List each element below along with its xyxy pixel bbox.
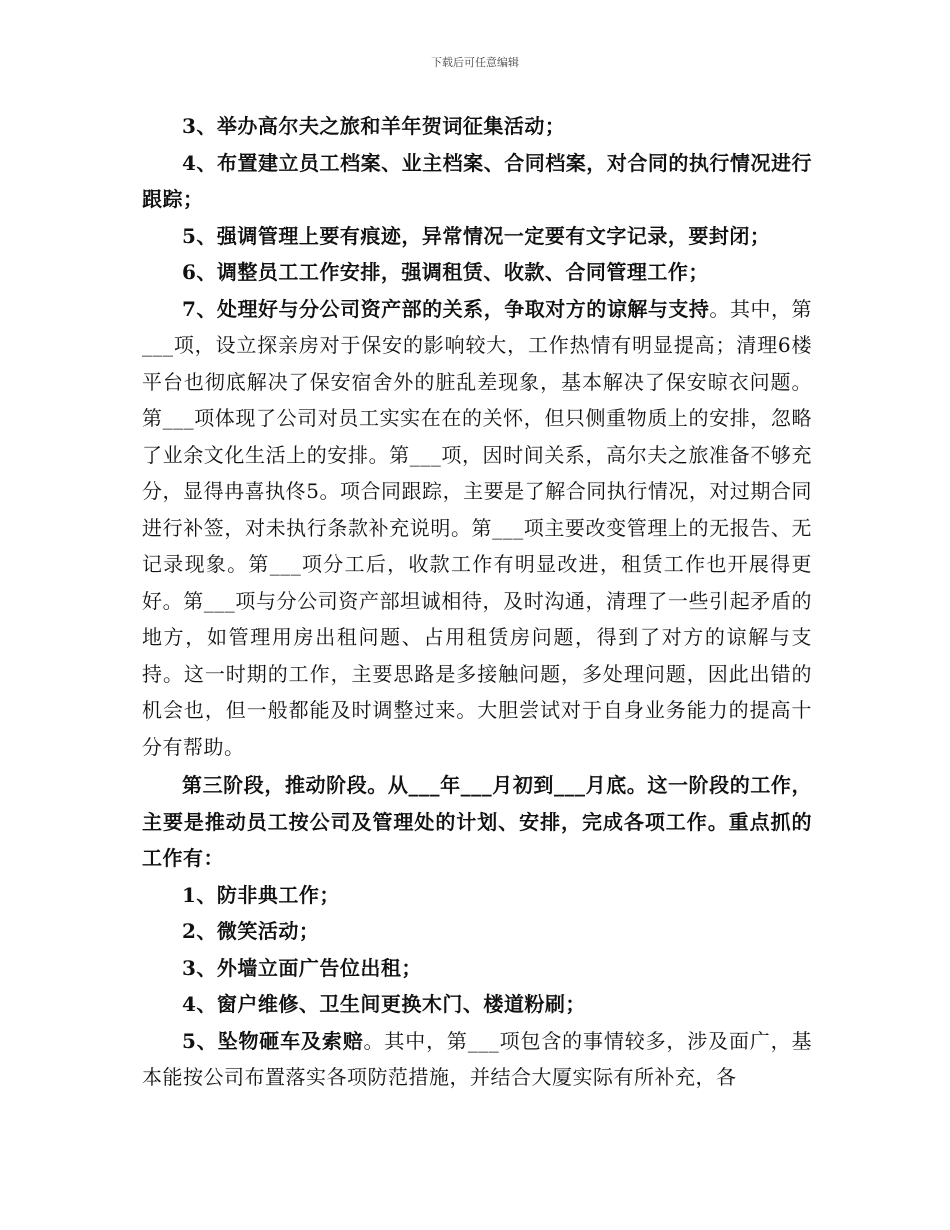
- paragraph-item-6: [142, 254, 812, 291]
- header-note: 下载后可任意编辑: [431, 56, 519, 69]
- paragraph-text: 。其中，第___项包含的事情较多，涉及面广，基本能按公司布置落实各项防范措施，并结合大厦实际有所补充，各: [142, 1028, 812, 1089]
- paragraph-item-7: [142, 291, 812, 766]
- paragraph-bold-text: 2、微笑活动；: [182, 919, 320, 943]
- paragraph-item-5b: [142, 1023, 812, 1096]
- paragraph-bold-text: 7、处理好与分公司资产部的关系，争取对方的谅解与支持: [182, 296, 710, 321]
- paragraph-bold-text: 4、窗户维修、卫生间更换木门、楼道粉刷；: [182, 992, 586, 1016]
- paragraph-bold-text: 5、坠物砸车及索赔: [182, 1028, 364, 1053]
- paragraph-item-4b: [142, 986, 812, 1023]
- paragraph-item-1: [142, 877, 812, 914]
- paragraph-bold-text: 6、调整员工工作安排，强调租赁、收款、合同管理工作；: [182, 260, 709, 284]
- paragraph-bold-text: 5、强调管理上要有痕迹，异常情况一定要有文字记录，要封闭；: [182, 223, 771, 248]
- paragraph-item-3b: [142, 950, 812, 987]
- paragraph-bold-text: 第三阶段，推动阶段。从___年___月初到___月底。这一阶段的工作，主要是推动员工按公司及管理处的计划、安排，完成各项工作。重点抓的工作有：: [142, 773, 812, 870]
- paragraph-bold-text: 1、防非典工作；: [182, 882, 340, 907]
- paragraph-item-4: [142, 145, 812, 218]
- paragraph-bold-text: 3、举办高尔夫之旅和羊年贺词征集活动；: [182, 114, 566, 138]
- paragraph-bold-text: 3、外墙立面广告位出租；: [182, 955, 422, 980]
- paragraph-item-5: [142, 218, 812, 255]
- paragraph-stage-three: [142, 767, 812, 877]
- paragraph-item-3: [142, 108, 812, 145]
- document-body: [142, 108, 812, 1096]
- paragraph-bold-text: 4、布置建立员工档案、业主档案、合同档案，对合同的执行情况进行跟踪；: [142, 150, 812, 211]
- paragraph-text: 。其中，第___项，设立探亲房对于保安的影响较大，工作热情有明显提高；清理6楼平台也彻底解决了保安宿舍外的脏乱差现象，基本解决了保安晾衣问题。第___项体现了公司对员工实实在在的关怀，但只侧重物质上的安排，忽略了业余文化生活上的安排。第___项，因时间关系，高尔夫之旅准备不够充分，显得冉喜执佟5。项合同跟踪，主要是了解合同执行情况，对过期合同进行补签，对未执行条款补充说明。第___项主要改变管理上的无报告、无记录现象。第___项分工后，收款工作有明显改进，租赁工作也开展得更好。第___项与分公司资产部坦诚相待，及时沟通，清理了一些引起矛盾的地方，如管理用房出租问题、占用租赁房问题，得到了对方的谅解与支持。这一时期的工作，主要思路是多接触问题，多处理问题，因此出错的机会也，但一般都能及时调整过来。大胆尝试对于自身业务能力的提高十分有帮助。: [142, 296, 812, 759]
- paragraph-item-2: [142, 913, 812, 950]
